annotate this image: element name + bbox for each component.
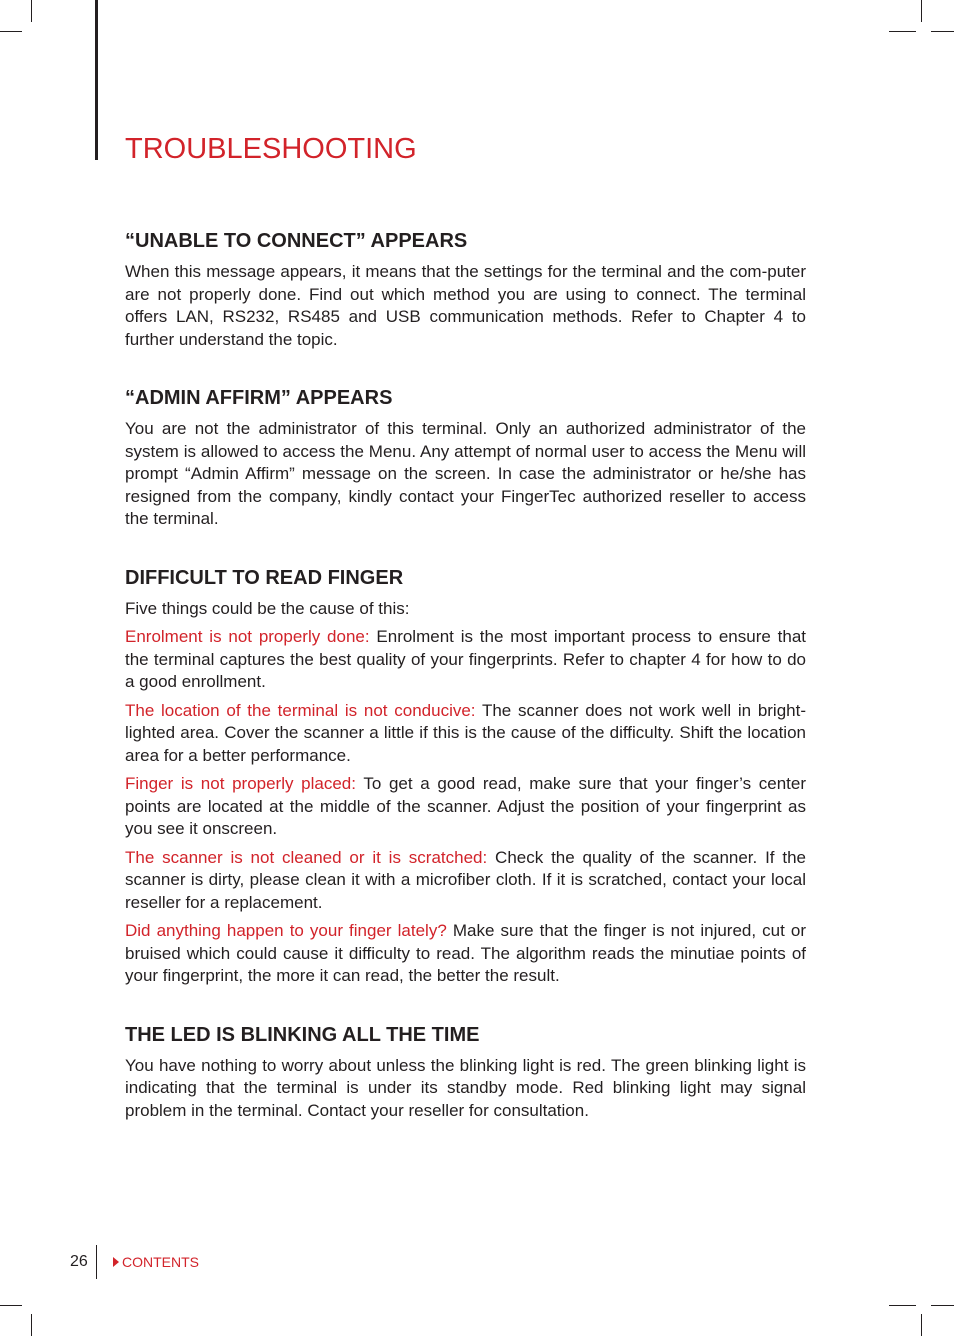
main-content [125,228,806,1156]
body-paragraph [125,700,806,768]
body-paragraph [125,598,806,621]
crop-mark-bottom-right-h1 [889,1305,916,1306]
section-heading: “UNABLE TO CONNECT” APPEARS [125,230,468,252]
section [125,565,806,988]
crop-mark-top-left-v [31,0,32,22]
crop-mark-top-left-h [0,31,22,32]
body-paragraph [125,847,806,915]
paragraph-text: You are not the administrator of this terminal. Only an authorized administrator of the system is allowed to access the Menu. Any attempt of normal user to access the Menu will prompt “Admin Affirm” message on the screen. In case the administrator or he/she has resigned from the company, kindly contact your FingerTec authorized reseller to access the terminal. [125,419,806,528]
section [125,385,806,531]
body-paragraph [125,1055,806,1123]
paragraph-text: The scanner does not work well in bright-lighted area. Cover the scanner a little if this is the cause of the difficulty. Shift the location area for a better performance. [125,700,807,765]
header-vertical-bar [95,0,98,160]
body-paragraph [125,418,806,531]
paragraph-lead: Enrolment is not properly done: [125,627,370,646]
paragraph-lead: The scanner is not cleaned or it is scratched: [125,847,488,867]
section-heading: DIFFICULT TO READ FINGER [125,566,404,589]
paragraph-text: Make sure that the finger is not injured, cut or bruised which could cause it difficulty to read. The algorithm reads the minutiae points of your fingerprint, the more it can read, the better the result. [125,921,807,985]
section-heading: “ADMIN AFFIRM” APPEARS [125,387,393,409]
paragraph-text: When this message appears, it means that the settings for the terminal and the com-puter are not properly done. Find out which method you are using to connect. The terminal offers LAN, RS232, RS485 and USB communication methods. Refer to Chapter 4 to further understand the topic. [125,262,806,349]
section-heading: THE LED IS BLINKING ALL THE TIME [125,1023,480,1046]
section [125,228,806,351]
contents-link[interactable] [113,1254,199,1270]
section [125,1022,806,1123]
crop-mark-top-right-h1 [889,31,916,32]
crop-mark-top-right-v1 [921,0,922,22]
crop-mark-top-right-h2 [931,31,954,32]
crop-mark-bottom-right-v [921,1314,922,1336]
footer [0,1245,954,1279]
paragraph-lead: The location of the terminal is not conducive: [125,700,476,720]
paragraph-text: Check the quality of the scanner. If the scanner is dirty, please clean it with a microfiber cloth. If it is scratched, contact your local reseller for a replacement. [125,847,806,912]
page-number: 26 [70,1253,88,1270]
page-title: TROUBLESHOOTING [125,133,417,165]
crop-mark-bottom-left-v [31,1314,32,1336]
paragraph-text: Enrolment is the most important process to ensure that the terminal captures the best quality of your fingerprints. Refer to chapter 4 for how to do a good enrollment. [125,627,806,691]
paragraph-text: You have nothing to worry about unless the blinking light is red. The green blinking light is indicating that the terminal is under its standby mode. Red blinking light may signal problem in the terminal. Contact your reseller for consultation. [125,1055,806,1120]
triangle-right-icon [113,1257,119,1267]
crop-mark-bottom-right-h2 [931,1305,954,1306]
paragraph-lead: Did anything happen to your finger lately? [125,921,447,940]
body-paragraph [125,626,806,694]
footer-divider [96,1245,97,1279]
paragraph-text: Five things could be the cause of this: [125,598,410,618]
contents-label: CONTENTS [122,1254,199,1270]
crop-mark-bottom-left-h [0,1305,22,1306]
paragraph-text: To get a good read, make sure that your finger’s center points are located at the middle of the scanner. Adjust the position of your fingerprint as you see it onscreen. [125,774,806,838]
body-paragraph [125,261,806,351]
body-paragraph [125,920,806,988]
paragraph-lead: Finger is not properly placed: [125,774,356,793]
body-paragraph [125,773,806,841]
